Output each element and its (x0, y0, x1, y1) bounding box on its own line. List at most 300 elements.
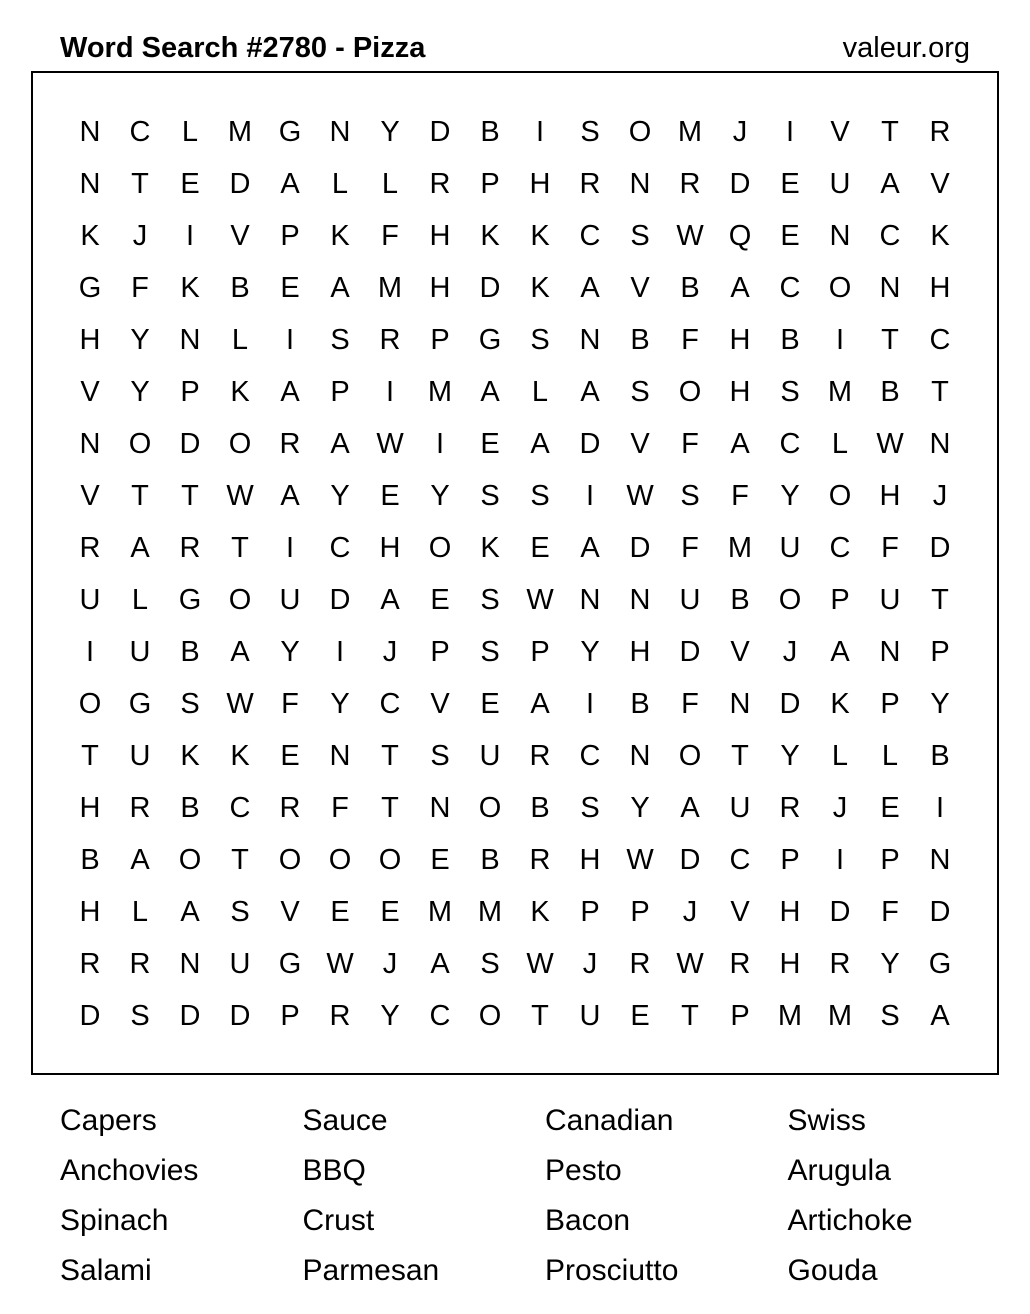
grid-letter[interactable]: U (79, 584, 101, 616)
grid-letter[interactable]: P (280, 220, 300, 252)
grid-letter[interactable]: K (480, 220, 500, 252)
grid-letter[interactable]: F (331, 792, 349, 824)
grid-letter[interactable]: C (329, 532, 351, 564)
grid-letter[interactable]: N (79, 428, 101, 460)
grid-letter[interactable]: P (330, 376, 350, 408)
grid-letter[interactable]: S (780, 376, 800, 408)
grid-letter[interactable]: U (779, 532, 801, 564)
grid-letter[interactable]: I (85, 636, 95, 668)
grid-letter[interactable]: K (180, 272, 200, 304)
grid-letter[interactable]: L (131, 584, 149, 616)
grid-letter[interactable]: A (180, 896, 200, 928)
grid-letter[interactable]: I (435, 428, 445, 460)
grid-letter[interactable]: E (330, 896, 350, 928)
grid-letter[interactable]: J (732, 116, 748, 148)
grid-letter[interactable]: N (179, 948, 201, 980)
grid-letter[interactable]: N (579, 324, 601, 356)
grid-letter[interactable]: H (729, 376, 751, 408)
grid-letter[interactable]: K (530, 220, 550, 252)
grid-letter[interactable]: D (579, 428, 601, 460)
grid-letter[interactable]: I (285, 532, 295, 564)
grid-letter[interactable]: C (429, 1000, 451, 1032)
grid-letter[interactable]: S (430, 740, 450, 772)
grid-letter[interactable]: O (428, 532, 452, 564)
grid-letter[interactable]: H (79, 896, 101, 928)
grid-letter[interactable]: E (430, 844, 450, 876)
grid-letter[interactable]: A (430, 948, 450, 980)
grid-letter[interactable]: F (681, 428, 699, 460)
grid-letter[interactable]: A (130, 844, 150, 876)
grid-letter[interactable]: O (328, 844, 352, 876)
grid-letter[interactable]: A (280, 376, 300, 408)
grid-letter[interactable]: H (779, 948, 801, 980)
grid-letter[interactable]: D (79, 1000, 101, 1032)
grid-letter[interactable]: V (730, 636, 750, 668)
grid-letter[interactable]: A (930, 1000, 950, 1032)
grid-letter[interactable]: D (829, 896, 851, 928)
grid-letter[interactable]: D (729, 168, 751, 200)
grid-letter[interactable]: M (677, 116, 703, 148)
grid-letter[interactable]: S (480, 636, 500, 668)
grid-letter[interactable]: O (228, 584, 252, 616)
grid-letter[interactable]: P (530, 636, 550, 668)
grid-letter[interactable]: T (731, 740, 749, 772)
grid-letter[interactable]: O (378, 844, 402, 876)
grid-letter[interactable]: W (526, 948, 554, 980)
grid-letter[interactable]: R (529, 740, 551, 772)
grid-letter[interactable]: R (329, 1000, 351, 1032)
grid-letter[interactable]: B (530, 792, 550, 824)
grid-letter[interactable]: S (480, 948, 500, 980)
grid-letter[interactable]: R (79, 532, 101, 564)
grid-letter[interactable]: U (579, 1000, 601, 1032)
grid-letter[interactable]: E (880, 792, 900, 824)
grid-letter[interactable]: C (229, 792, 251, 824)
grid-letter[interactable]: C (779, 272, 801, 304)
grid-letter[interactable]: I (385, 376, 395, 408)
grid-letter[interactable]: O (828, 272, 852, 304)
grid-letter[interactable]: R (279, 428, 301, 460)
grid-letter[interactable]: L (131, 896, 149, 928)
grid-letter[interactable]: E (780, 168, 800, 200)
grid-letter[interactable]: Y (130, 324, 150, 356)
grid-letter[interactable]: D (679, 844, 701, 876)
grid-letter[interactable]: Y (330, 688, 350, 720)
grid-letter[interactable]: M (227, 116, 253, 148)
grid-letter[interactable]: I (285, 324, 295, 356)
grid-letter[interactable]: J (582, 948, 598, 980)
grid-letter[interactable]: A (830, 636, 850, 668)
grid-letter[interactable]: I (785, 116, 795, 148)
grid-letter[interactable]: P (430, 324, 450, 356)
grid-letter[interactable]: M (827, 376, 853, 408)
grid-letter[interactable]: G (928, 948, 952, 980)
grid-letter[interactable]: R (79, 948, 101, 980)
grid-letter[interactable]: H (429, 272, 451, 304)
grid-letter[interactable]: A (280, 480, 300, 512)
grid-letter[interactable]: E (480, 428, 500, 460)
grid-letter[interactable]: C (729, 844, 751, 876)
grid-letter[interactable]: R (129, 948, 151, 980)
grid-letter[interactable]: R (429, 168, 451, 200)
grid-letter[interactable]: K (230, 740, 250, 772)
grid-letter[interactable]: L (531, 376, 549, 408)
grid-letter[interactable]: S (880, 1000, 900, 1032)
grid-letter[interactable]: G (128, 688, 152, 720)
grid-letter[interactable]: B (880, 376, 900, 408)
grid-letter[interactable]: V (630, 428, 650, 460)
grid-letter[interactable]: B (480, 116, 500, 148)
grid-letter[interactable]: E (380, 480, 400, 512)
grid-letter[interactable]: Y (780, 480, 800, 512)
grid-letter[interactable]: A (280, 168, 300, 200)
grid-letter[interactable]: V (630, 272, 650, 304)
grid-letter[interactable]: T (81, 740, 99, 772)
grid-letter[interactable]: U (729, 792, 751, 824)
grid-letter[interactable]: D (429, 116, 451, 148)
grid-letter[interactable]: W (376, 428, 404, 460)
grid-letter[interactable]: V (280, 896, 300, 928)
grid-letter[interactable]: P (430, 636, 450, 668)
grid-letter[interactable]: T (131, 168, 149, 200)
grid-letter[interactable]: Y (580, 636, 600, 668)
grid-letter[interactable]: R (579, 168, 601, 200)
grid-letter[interactable]: A (530, 688, 550, 720)
grid-letter[interactable]: B (680, 272, 700, 304)
grid-letter[interactable]: B (80, 844, 100, 876)
grid-letter[interactable]: P (280, 1000, 300, 1032)
grid-letter[interactable]: L (381, 168, 399, 200)
grid-letter[interactable]: D (179, 428, 201, 460)
grid-letter[interactable]: P (930, 636, 950, 668)
grid-letter[interactable]: U (479, 740, 501, 772)
grid-letter[interactable]: T (381, 740, 399, 772)
grid-letter[interactable]: U (829, 168, 851, 200)
grid-letter[interactable]: H (379, 532, 401, 564)
grid-letter[interactable]: N (929, 428, 951, 460)
grid-letter[interactable]: T (531, 1000, 549, 1032)
grid-letter[interactable]: K (930, 220, 950, 252)
grid-letter[interactable]: O (678, 740, 702, 772)
grid-letter[interactable]: I (585, 688, 595, 720)
grid-letter[interactable]: P (830, 584, 850, 616)
grid-letter[interactable]: J (682, 896, 698, 928)
grid-letter[interactable]: N (879, 636, 901, 668)
grid-letter[interactable]: N (79, 116, 101, 148)
grid-letter[interactable]: H (779, 896, 801, 928)
grid-letter[interactable]: H (729, 324, 751, 356)
grid-letter[interactable]: O (128, 428, 152, 460)
grid-letter[interactable]: E (280, 740, 300, 772)
grid-letter[interactable]: P (880, 688, 900, 720)
grid-letter[interactable]: N (629, 740, 651, 772)
grid-letter[interactable]: U (129, 740, 151, 772)
grid-letter[interactable]: H (629, 636, 651, 668)
grid-letter[interactable]: W (326, 948, 354, 980)
grid-letter[interactable]: Y (430, 480, 450, 512)
grid-letter[interactable]: J (932, 480, 948, 512)
grid-letter[interactable]: M (377, 272, 403, 304)
grid-letter[interactable]: V (230, 220, 250, 252)
grid-letter[interactable]: W (676, 948, 704, 980)
grid-letter[interactable]: C (879, 220, 901, 252)
grid-letter[interactable]: N (629, 584, 651, 616)
grid-letter[interactable]: V (930, 168, 950, 200)
grid-letter[interactable]: S (530, 324, 550, 356)
grid-letter[interactable]: J (382, 948, 398, 980)
grid-letter[interactable]: A (330, 272, 350, 304)
grid-letter[interactable]: C (579, 220, 601, 252)
grid-letter[interactable]: N (929, 844, 951, 876)
grid-letter[interactable]: C (829, 532, 851, 564)
grid-letter[interactable]: K (530, 896, 550, 928)
grid-letter[interactable]: A (580, 376, 600, 408)
grid-letter[interactable]: O (678, 376, 702, 408)
grid-letter[interactable]: A (380, 584, 400, 616)
grid-letter[interactable]: P (580, 896, 600, 928)
grid-letter[interactable]: W (226, 480, 254, 512)
grid-letter[interactable]: M (777, 1000, 803, 1032)
grid-letter[interactable]: C (129, 116, 151, 148)
grid-letter[interactable]: U (279, 584, 301, 616)
grid-letter[interactable]: S (480, 480, 500, 512)
grid-letter[interactable]: G (278, 948, 302, 980)
grid-letter[interactable]: K (530, 272, 550, 304)
grid-letter[interactable]: B (730, 584, 750, 616)
grid-letter[interactable]: O (178, 844, 202, 876)
grid-letter[interactable]: E (530, 532, 550, 564)
grid-letter[interactable]: E (630, 1000, 650, 1032)
grid-letter[interactable]: D (779, 688, 801, 720)
grid-letter[interactable]: I (935, 792, 945, 824)
grid-letter[interactable]: A (730, 428, 750, 460)
grid-letter[interactable]: O (278, 844, 302, 876)
grid-letter[interactable]: P (630, 896, 650, 928)
grid-letter[interactable]: T (931, 584, 949, 616)
grid-letter[interactable]: H (79, 324, 101, 356)
grid-letter[interactable]: J (832, 792, 848, 824)
grid-letter[interactable]: E (380, 896, 400, 928)
grid-letter[interactable]: A (580, 532, 600, 564)
grid-letter[interactable]: P (480, 168, 500, 200)
grid-letter[interactable]: R (729, 948, 751, 980)
grid-letter[interactable]: D (929, 532, 951, 564)
grid-letter[interactable]: Y (930, 688, 950, 720)
grid-letter[interactable]: D (679, 636, 701, 668)
grid-letter[interactable]: D (229, 168, 251, 200)
grid-letter[interactable]: N (729, 688, 751, 720)
grid-letter[interactable]: F (681, 532, 699, 564)
grid-letter[interactable]: J (382, 636, 398, 668)
grid-letter[interactable]: T (231, 532, 249, 564)
grid-letter[interactable]: O (478, 792, 502, 824)
grid-letter[interactable]: O (628, 116, 652, 148)
grid-letter[interactable]: R (629, 948, 651, 980)
grid-letter[interactable]: O (478, 1000, 502, 1032)
grid-letter[interactable]: R (379, 324, 401, 356)
grid-letter[interactable]: F (131, 272, 149, 304)
grid-letter[interactable]: O (828, 480, 852, 512)
grid-letter[interactable]: K (830, 688, 850, 720)
grid-letter[interactable]: A (880, 168, 900, 200)
grid-letter[interactable]: K (480, 532, 500, 564)
grid-letter[interactable]: W (626, 844, 654, 876)
grid-letter[interactable]: I (835, 844, 845, 876)
grid-letter[interactable]: T (681, 1000, 699, 1032)
grid-letter[interactable]: F (681, 688, 699, 720)
grid-letter[interactable]: T (881, 116, 899, 148)
grid-letter[interactable]: F (881, 532, 899, 564)
grid-letter[interactable]: Y (880, 948, 900, 980)
grid-letter[interactable]: F (681, 324, 699, 356)
grid-letter[interactable]: N (429, 792, 451, 824)
grid-letter[interactable]: N (829, 220, 851, 252)
grid-letter[interactable]: S (180, 688, 200, 720)
grid-letter[interactable]: C (579, 740, 601, 772)
grid-letter[interactable]: K (330, 220, 350, 252)
grid-letter[interactable]: A (130, 532, 150, 564)
grid-letter[interactable]: S (630, 376, 650, 408)
grid-letter[interactable]: S (680, 480, 700, 512)
grid-letter[interactable]: E (480, 688, 500, 720)
grid-letter[interactable]: P (180, 376, 200, 408)
grid-letter[interactable]: T (881, 324, 899, 356)
grid-letter[interactable]: B (180, 792, 200, 824)
grid-letter[interactable]: M (827, 1000, 853, 1032)
grid-letter[interactable]: D (229, 1000, 251, 1032)
grid-letter[interactable]: J (132, 220, 148, 252)
grid-letter[interactable]: G (78, 272, 102, 304)
grid-letter[interactable]: L (331, 168, 349, 200)
grid-letter[interactable]: D (329, 584, 351, 616)
grid-letter[interactable]: L (831, 740, 849, 772)
grid-letter[interactable]: U (129, 636, 151, 668)
grid-letter[interactable]: D (179, 1000, 201, 1032)
grid-letter[interactable]: U (679, 584, 701, 616)
grid-letter[interactable]: F (731, 480, 749, 512)
grid-letter[interactable]: U (879, 584, 901, 616)
grid-letter[interactable]: K (80, 220, 100, 252)
grid-letter[interactable]: I (585, 480, 595, 512)
grid-letter[interactable]: D (479, 272, 501, 304)
grid-letter[interactable]: Y (380, 1000, 400, 1032)
grid-letter[interactable]: H (79, 792, 101, 824)
grid-letter[interactable]: N (879, 272, 901, 304)
grid-letter[interactable]: M (427, 376, 453, 408)
grid-letter[interactable]: E (430, 584, 450, 616)
grid-letter[interactable]: V (830, 116, 850, 148)
grid-letter[interactable]: Y (780, 740, 800, 772)
grid-letter[interactable]: N (79, 168, 101, 200)
grid-letter[interactable]: G (478, 324, 502, 356)
grid-letter[interactable]: A (480, 376, 500, 408)
grid-letter[interactable]: R (779, 792, 801, 824)
grid-letter[interactable]: L (831, 428, 849, 460)
grid-letter[interactable]: J (782, 636, 798, 668)
grid-letter[interactable]: R (829, 948, 851, 980)
grid-letter[interactable]: R (529, 844, 551, 876)
grid-letter[interactable]: L (181, 116, 199, 148)
grid-letter[interactable]: R (129, 792, 151, 824)
grid-letter[interactable]: A (580, 272, 600, 304)
grid-letter[interactable]: Y (330, 480, 350, 512)
grid-letter[interactable]: C (779, 428, 801, 460)
grid-letter[interactable]: S (130, 1000, 150, 1032)
grid-letter[interactable]: V (430, 688, 450, 720)
grid-letter[interactable]: T (381, 792, 399, 824)
grid-letter[interactable]: A (730, 272, 750, 304)
grid-letter[interactable]: M (427, 896, 453, 928)
grid-letter[interactable]: B (630, 688, 650, 720)
grid-letter[interactable]: O (228, 428, 252, 460)
grid-letter[interactable]: T (931, 376, 949, 408)
grid-letter[interactable]: F (281, 688, 299, 720)
grid-letter[interactable]: V (730, 896, 750, 928)
grid-letter[interactable]: O (78, 688, 102, 720)
grid-letter[interactable]: M (477, 896, 503, 928)
grid-letter[interactable]: W (226, 688, 254, 720)
grid-letter[interactable]: B (480, 844, 500, 876)
grid-letter[interactable]: W (676, 220, 704, 252)
grid-letter[interactable]: K (180, 740, 200, 772)
grid-letter[interactable]: I (535, 116, 545, 148)
grid-letter[interactable]: S (530, 480, 550, 512)
grid-letter[interactable]: F (881, 896, 899, 928)
grid-letter[interactable]: B (780, 324, 800, 356)
grid-letter[interactable]: E (280, 272, 300, 304)
grid-letter[interactable]: E (780, 220, 800, 252)
grid-letter[interactable]: B (180, 636, 200, 668)
grid-letter[interactable]: Q (728, 220, 752, 252)
grid-letter[interactable]: F (381, 220, 399, 252)
grid-letter[interactable]: S (630, 220, 650, 252)
grid-letter[interactable]: G (278, 116, 302, 148)
grid-letter[interactable]: A (530, 428, 550, 460)
grid-letter[interactable]: A (680, 792, 700, 824)
grid-letter[interactable]: W (876, 428, 904, 460)
grid-letter[interactable]: R (679, 168, 701, 200)
grid-letter[interactable]: H (429, 220, 451, 252)
grid-letter[interactable]: U (229, 948, 251, 980)
grid-letter[interactable]: K (230, 376, 250, 408)
grid-letter[interactable]: S (480, 584, 500, 616)
grid-letter[interactable]: N (629, 168, 651, 200)
grid-letter[interactable]: H (579, 844, 601, 876)
grid-letter[interactable]: S (330, 324, 350, 356)
grid-letter[interactable]: L (231, 324, 249, 356)
grid-letter[interactable]: C (379, 688, 401, 720)
grid-letter[interactable]: N (329, 740, 351, 772)
grid-letter[interactable]: Y (630, 792, 650, 824)
grid-letter[interactable]: B (630, 324, 650, 356)
grid-letter[interactable]: E (180, 168, 200, 200)
grid-letter[interactable]: R (929, 116, 951, 148)
grid-letter[interactable]: T (231, 844, 249, 876)
grid-letter[interactable]: Y (130, 376, 150, 408)
grid-letter[interactable]: G (178, 584, 202, 616)
grid-letter[interactable]: H (879, 480, 901, 512)
grid-letter[interactable]: H (529, 168, 551, 200)
grid-letter[interactable]: I (185, 220, 195, 252)
grid-letter[interactable]: S (230, 896, 250, 928)
grid-letter[interactable]: V (80, 480, 100, 512)
grid-letter[interactable]: A (330, 428, 350, 460)
grid-letter[interactable]: N (179, 324, 201, 356)
grid-letter[interactable]: D (629, 532, 651, 564)
grid-letter[interactable]: B (230, 272, 250, 304)
grid-letter[interactable]: C (929, 324, 951, 356)
grid-letter[interactable]: D (929, 896, 951, 928)
